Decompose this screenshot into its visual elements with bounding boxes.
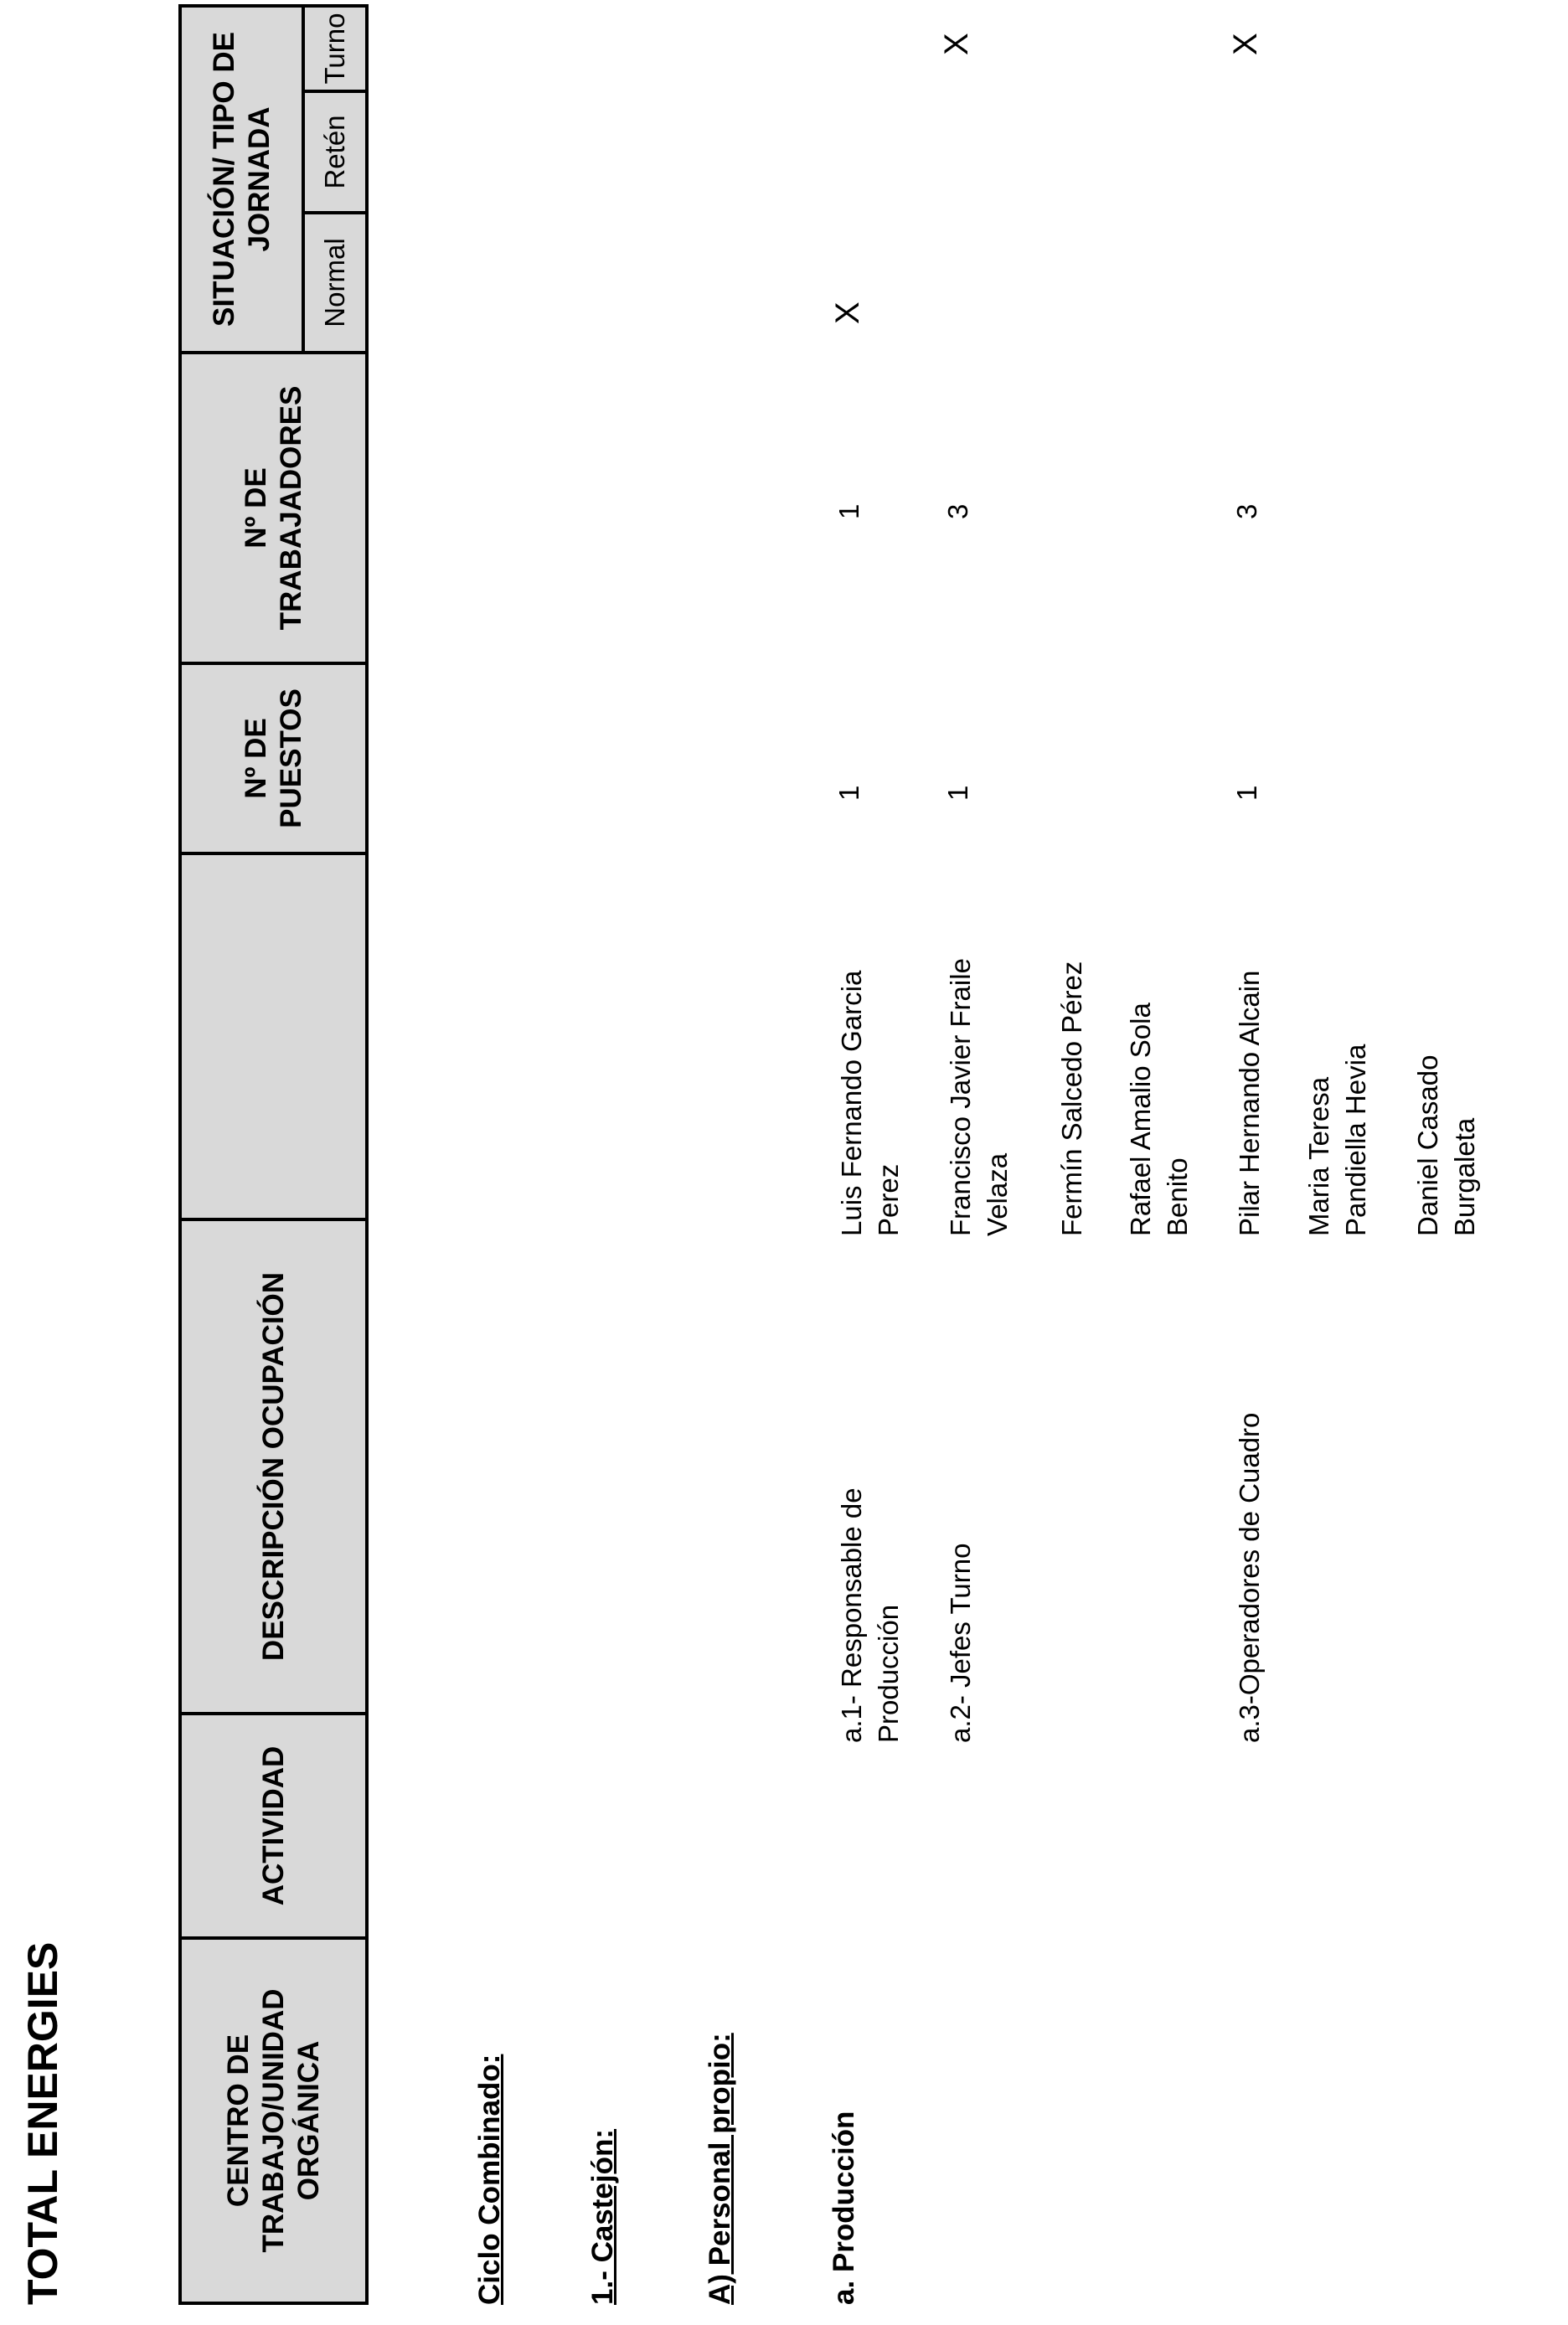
col-descripcion: DESCRIPCIÓN OCUPACIÓN [180,1219,367,1714]
section-ciclo: Ciclo Combinado: [473,2054,506,2305]
col-reten: Retén [303,91,367,213]
puestos-1: 1 [833,785,864,801]
col-trabajadores: Nº DE TRABAJADORES [180,353,367,663]
ocupacion-2: a.2- Jefes Turno [945,1543,976,1743]
trabajadores-1: 1 [833,503,864,519]
nombre-3-2: Maria Teresa Pandiella Hevia [1303,1044,1371,1236]
nombre-2-3: Rafael Amalio Sola Benito [1125,1003,1193,1236]
col-situacion: SITUACIÓN/ TIPO DE JORNADA [180,6,303,353]
col-actividad: ACTIVIDAD [180,1714,367,1938]
section-produccion: a. Producción [828,2111,860,2305]
normal-mark-1: X [829,302,866,324]
col-puestos: Nº DE PUESTOS [180,663,367,853]
ocupacion-1: a.1- Responsable de Producción [836,1487,904,1743]
company-title: TOTAL ENERGIES [19,1941,66,2305]
nombre-1-1: Luis Fernando Garcia Perez [836,970,904,1236]
nombre-2-2: Fermín Salcedo Pérez [1056,961,1087,1236]
col-turno: Turno [303,6,367,91]
col-centro: CENTRO DE TRABAJO/UNIDAD ORGÁNICA [180,1938,367,2303]
turno-mark-2: X [938,33,975,55]
ocupacion-3: a.3-Operadores de Cuadro [1234,1412,1265,1743]
trabajadores-2: 3 [942,503,973,519]
trabajadores-3: 3 [1231,503,1262,519]
puestos-2: 1 [942,785,973,801]
col-normal: Normal [303,213,367,353]
nombre-2-1: Francisco Javier Fraile Velaza [945,958,1013,1236]
turno-mark-3: X [1227,33,1264,55]
nombre-3-3: Daniel Casado Burgaleta [1412,1054,1480,1236]
col-blank [180,853,367,1219]
header-table [178,4,369,2305]
section-castejon: 1.- Castejón: [586,2128,619,2305]
nombre-3-1: Pilar Hernando Alcain [1234,970,1265,1236]
section-personal: A) Personal propio: [704,2033,736,2305]
puestos-3: 1 [1231,785,1262,801]
